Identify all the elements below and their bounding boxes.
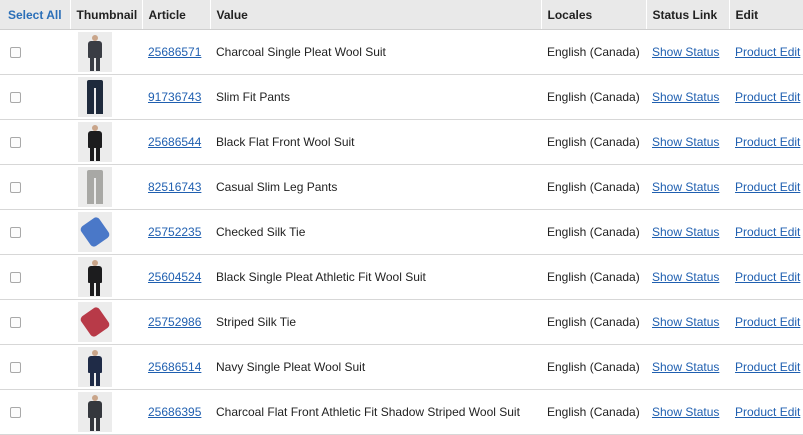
locales-header[interactable]: Locales <box>541 0 646 30</box>
product-edit-link[interactable]: Product Edit <box>735 360 801 374</box>
table-row <box>0 390 803 435</box>
edit-header: Edit <box>729 0 803 30</box>
value-text: Navy Single Pleat Wool Suit <box>216 360 366 374</box>
article-header[interactable]: Article <box>142 0 210 30</box>
product-edit-link[interactable]: Product Edit <box>735 90 801 104</box>
article-link[interactable]: 25604524 <box>148 270 202 284</box>
article-link[interactable]: 25686514 <box>148 360 202 374</box>
locale-text: English (Canada) <box>547 135 640 149</box>
product-edit-link[interactable]: Product Edit <box>735 45 801 59</box>
row-checkbox[interactable] <box>10 137 21 148</box>
locale-text: English (Canada) <box>547 360 640 374</box>
article-link[interactable]: 82516743 <box>148 180 202 194</box>
value-text: Black Flat Front Wool Suit <box>216 135 355 149</box>
table-row <box>0 30 803 75</box>
product-edit-link[interactable]: Product Edit <box>735 405 801 419</box>
show-status-link[interactable]: Show Status <box>652 90 720 104</box>
table-row <box>0 75 803 120</box>
value-text: Black Single Pleat Athletic Fit Wool Suit <box>216 270 426 284</box>
status-link-header: Status Link <box>646 0 729 30</box>
show-status-link[interactable]: Show Status <box>652 45 720 59</box>
select-all-link[interactable]: Select All <box>0 0 70 30</box>
table-row <box>0 120 803 165</box>
suit-icon <box>78 122 112 162</box>
locale-text: English (Canada) <box>547 315 640 329</box>
row-checkbox[interactable] <box>10 272 21 283</box>
value-header[interactable]: Value <box>210 0 541 30</box>
suit-icon <box>78 347 112 387</box>
row-checkbox[interactable] <box>10 407 21 418</box>
suit-icon <box>78 392 112 432</box>
row-checkbox[interactable] <box>10 92 21 103</box>
product-edit-link[interactable]: Product Edit <box>735 315 801 329</box>
article-link[interactable]: 91736743 <box>148 90 202 104</box>
locale-text: English (Canada) <box>547 405 640 419</box>
table-row <box>0 300 803 345</box>
row-checkbox[interactable] <box>10 227 21 238</box>
show-status-link[interactable]: Show Status <box>652 315 720 329</box>
locale-text: English (Canada) <box>547 45 640 59</box>
tie-icon <box>78 302 112 342</box>
locale-text: English (Canada) <box>547 180 640 194</box>
value-text: Striped Silk Tie <box>216 315 297 329</box>
row-checkbox[interactable] <box>10 317 21 328</box>
table-header-row <box>0 0 803 30</box>
row-checkbox[interactable] <box>10 47 21 58</box>
suit-icon <box>78 32 112 72</box>
table-row <box>0 210 803 255</box>
show-status-link[interactable]: Show Status <box>652 225 720 239</box>
row-checkbox[interactable] <box>10 182 21 193</box>
table-row <box>0 345 803 390</box>
locale-text: English (Canada) <box>547 90 640 104</box>
table-row <box>0 165 803 210</box>
table-row <box>0 255 803 300</box>
product-edit-link[interactable]: Product Edit <box>735 180 801 194</box>
locale-text: English (Canada) <box>547 270 640 284</box>
value-text: Charcoal Single Pleat Wool Suit <box>216 45 386 59</box>
show-status-link[interactable]: Show Status <box>652 360 720 374</box>
locale-text: English (Canada) <box>547 225 640 239</box>
product-edit-link[interactable]: Product Edit <box>735 270 801 284</box>
article-link[interactable]: 25752235 <box>148 225 202 239</box>
value-text: Casual Slim Leg Pants <box>216 180 338 194</box>
product-edit-link[interactable]: Product Edit <box>735 135 801 149</box>
article-link[interactable]: 25686571 <box>148 45 202 59</box>
value-text: Checked Silk Tie <box>216 225 306 239</box>
row-checkbox[interactable] <box>10 362 21 373</box>
article-link[interactable]: 25686544 <box>148 135 202 149</box>
product-edit-link[interactable]: Product Edit <box>735 225 801 239</box>
show-status-link[interactable]: Show Status <box>652 180 720 194</box>
suit-icon <box>78 257 112 297</box>
value-text: Charcoal Flat Front Athletic Fit Shadow Striped Wool Suit <box>216 405 520 419</box>
pants-icon <box>78 77 112 117</box>
value-text: Slim Fit Pants <box>216 90 291 104</box>
article-link[interactable]: 25686395 <box>148 405 202 419</box>
thumbnail-header: Thumbnail <box>70 0 142 30</box>
article-link[interactable]: 25752986 <box>148 315 202 329</box>
show-status-link[interactable]: Show Status <box>652 270 720 284</box>
show-status-link[interactable]: Show Status <box>652 135 720 149</box>
tie-icon <box>78 212 112 252</box>
show-status-link[interactable]: Show Status <box>652 405 720 419</box>
pants-icon <box>78 167 112 207</box>
